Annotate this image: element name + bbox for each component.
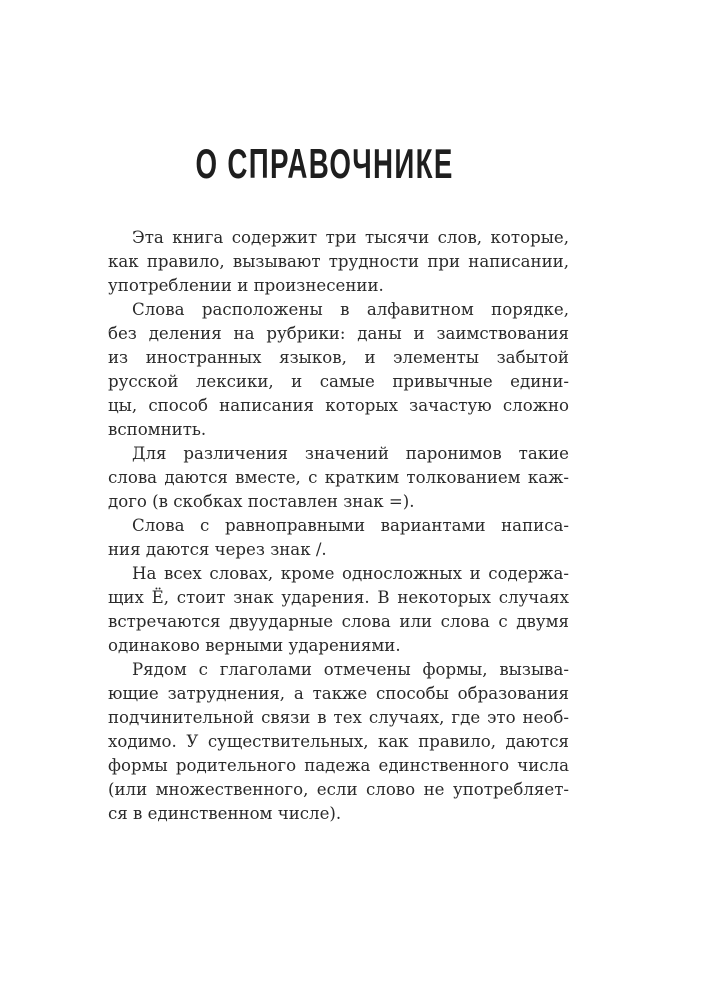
text-line: Слова расположены в алфавитном порядке, xyxy=(132,300,569,319)
text-line: подчинительной связи в тех случаях, где это необ- xyxy=(108,708,569,727)
paragraph xyxy=(108,658,569,826)
paragraph xyxy=(108,514,569,562)
text-line: дого (в скобках поставлен знак =). xyxy=(108,492,415,511)
text-line: вспомнить. xyxy=(108,420,207,439)
text-line: ся в единственном числе). xyxy=(108,804,342,823)
text-line: как правило, вызывают трудности при написании, xyxy=(108,252,569,271)
text-line: встречаются двуударные слова или слова с двумя xyxy=(108,612,569,631)
text-line: из иностранных языков, и элементы забытой xyxy=(108,348,569,367)
text-line: ющие затруднения, а также способы образования xyxy=(108,684,569,703)
paragraph xyxy=(108,562,569,658)
text-line: ходимо. У существительных, как правило, даются xyxy=(108,732,569,751)
text-line: щих Ё, стоит знак ударения. В некоторых случаях xyxy=(108,588,569,607)
text-line: одинаково верными ударениями. xyxy=(108,636,401,655)
text-line: без деления на рубрики: даны и заимствования xyxy=(108,324,569,343)
text-line: Рядом с глаголами отмечены формы, вызыва- xyxy=(132,660,569,679)
paragraph xyxy=(108,442,569,514)
text-line: цы, способ написания которых зачастую сложно xyxy=(108,396,569,415)
page-title-text: О СПРАВОЧНИКЕ xyxy=(195,140,455,187)
paragraph xyxy=(108,226,569,298)
text-line: слова даются вместе, с кратким толкованием каж- xyxy=(108,468,569,487)
text-line: Слова с равноправными вариантами написа- xyxy=(132,516,569,535)
text-line: употреблении и произнесении. xyxy=(108,276,384,295)
text-line: На всех словах, кроме односложных и содержа- xyxy=(132,564,569,583)
body-text xyxy=(108,226,569,826)
page-title xyxy=(0,140,650,188)
text-line: (или множественного, если слово не употребляет- xyxy=(108,780,569,799)
text-line: Эта книга содержит три тысячи слов, которые, xyxy=(132,228,569,247)
text-line: русской лексики, и самые привычные едини- xyxy=(108,372,569,391)
text-line: Для различения значений паронимов такие xyxy=(132,444,569,463)
text-line: ния даются через знак /. xyxy=(108,540,327,559)
text-line: формы родительного падежа единственного числа xyxy=(108,756,569,775)
paragraph xyxy=(108,298,569,442)
